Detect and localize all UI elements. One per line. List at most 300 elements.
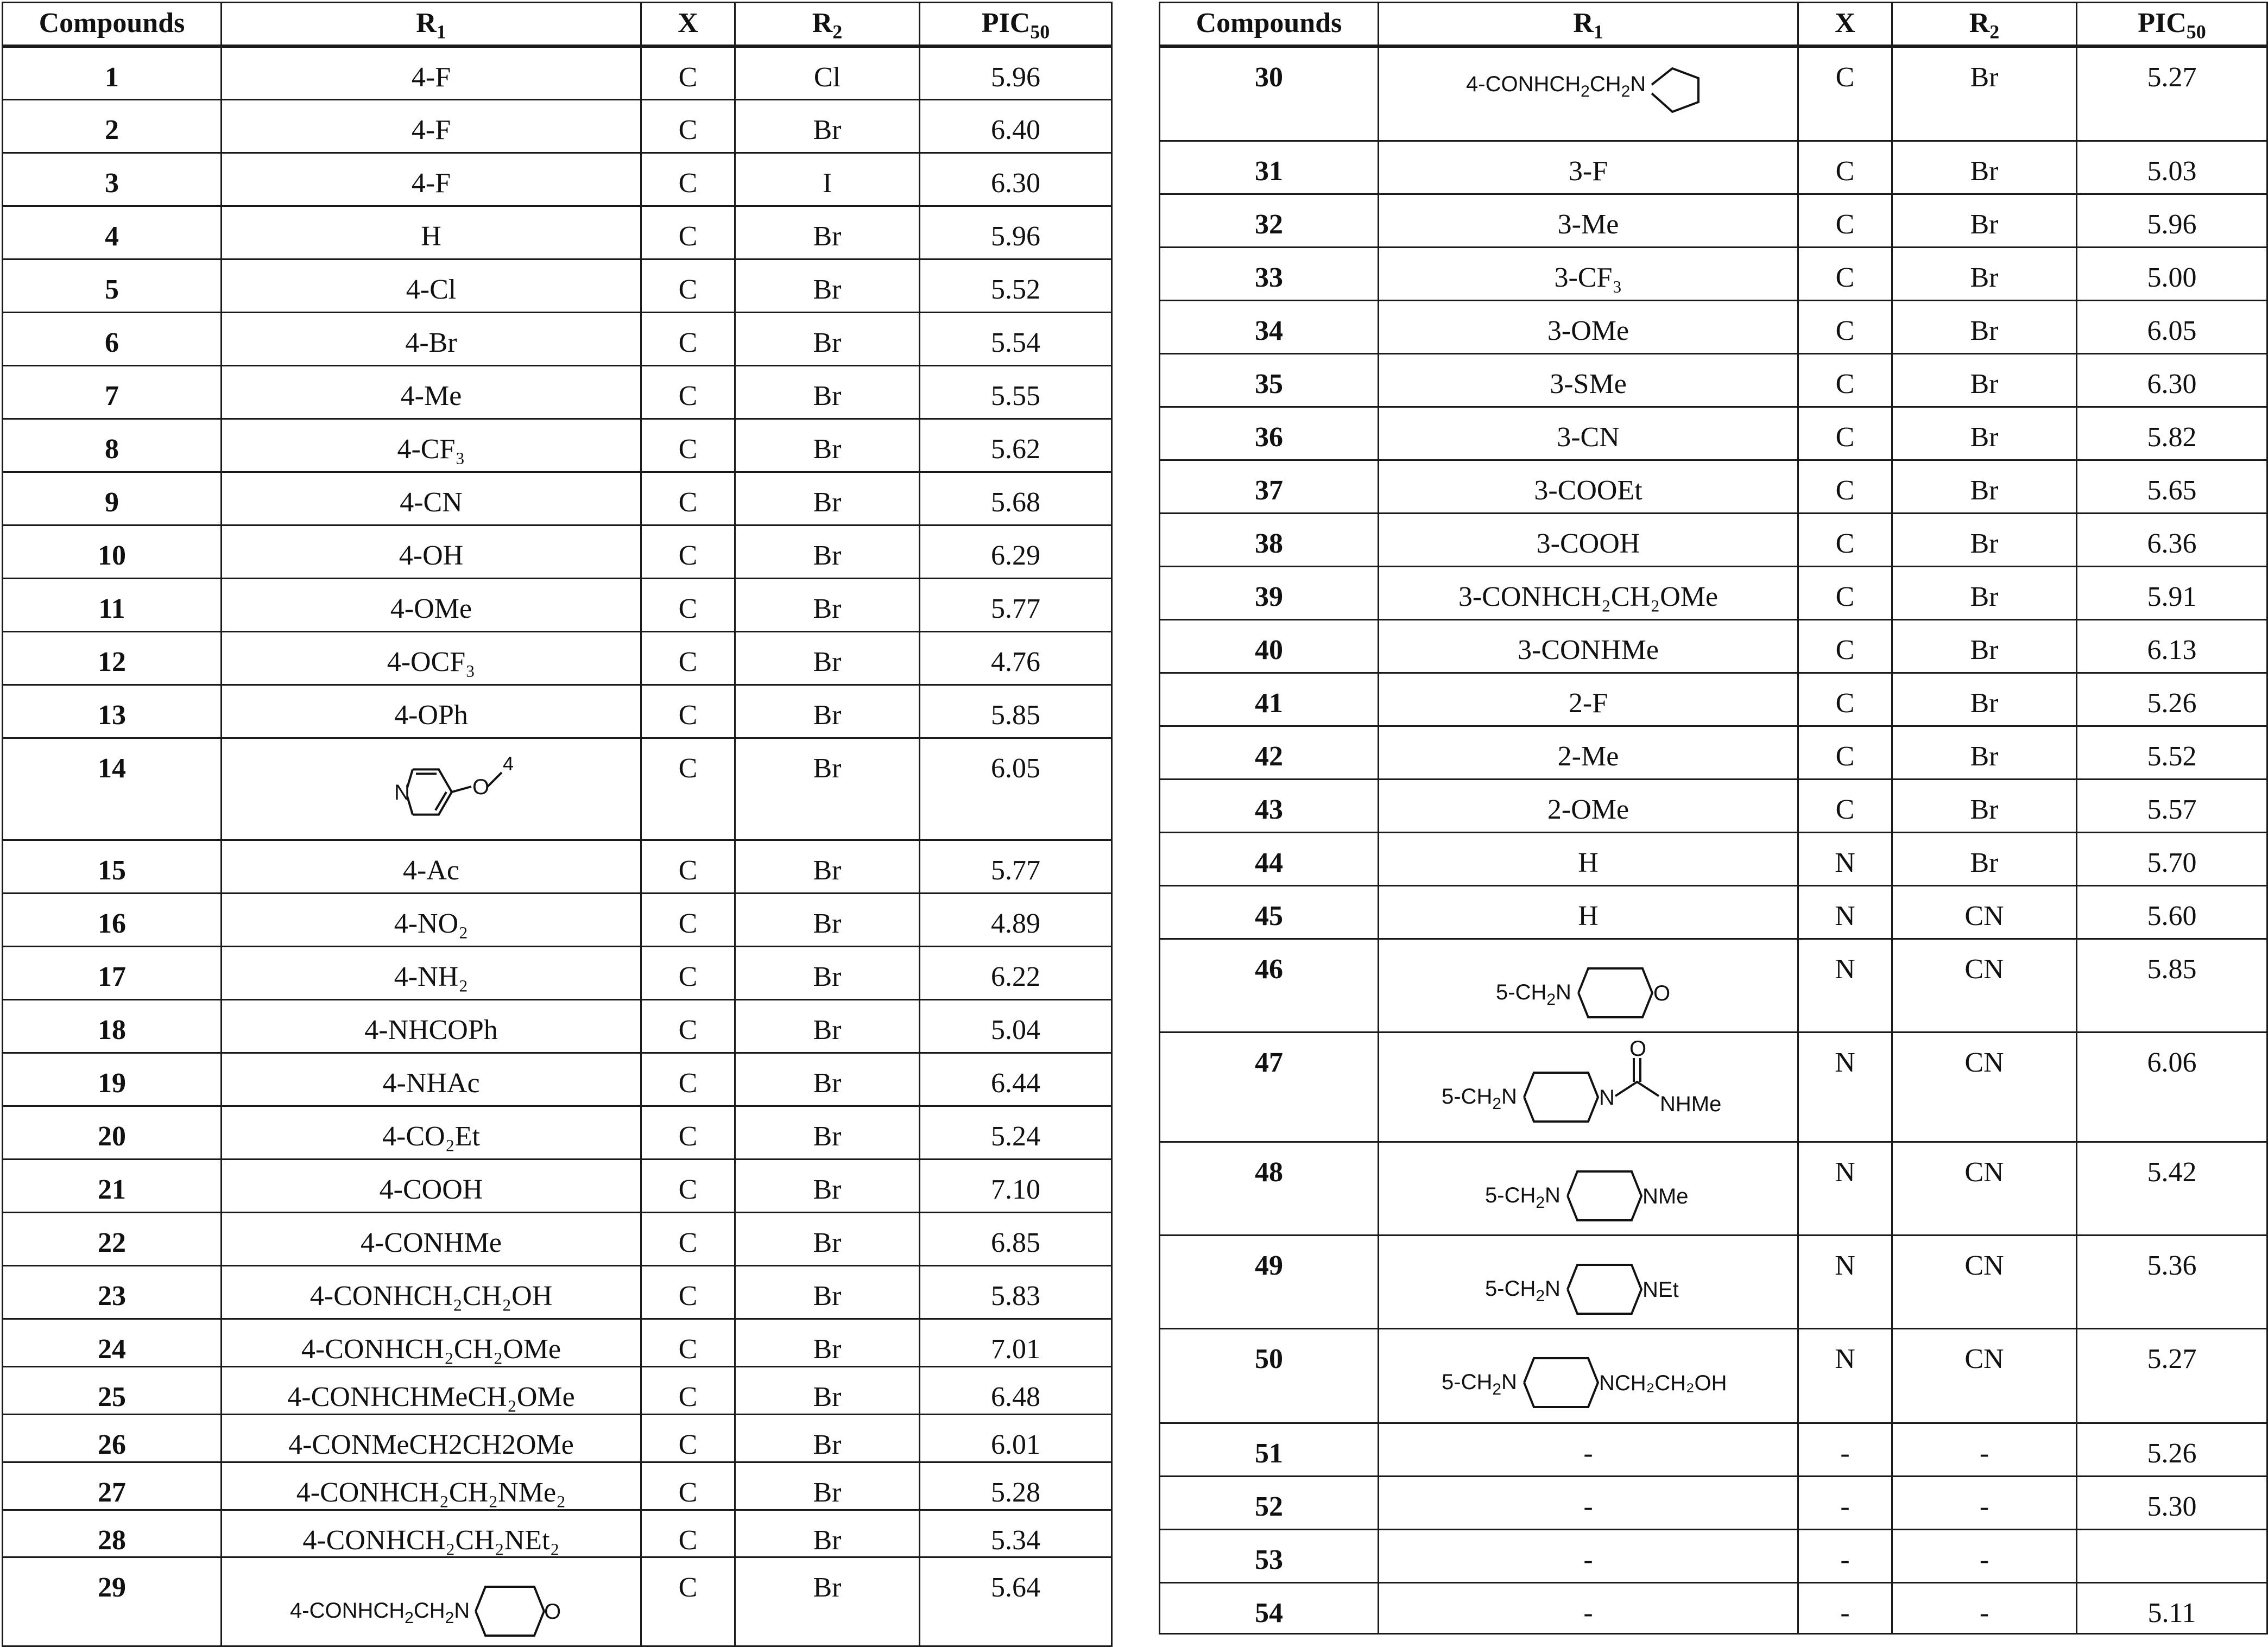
pic50-cell: 5.26 (2077, 673, 2267, 726)
compound-id-cell: 26 (3, 1414, 222, 1462)
r2-cell: Br (1892, 673, 2077, 726)
r1-cell: 4-F (222, 46, 641, 99)
r2-cell: Br (1892, 141, 2077, 194)
compound-id-cell: 22 (3, 1212, 222, 1265)
table-row (1160, 353, 2267, 407)
x-cell: C (1798, 673, 1892, 726)
r2-cell: Br (735, 206, 920, 259)
x-cell: C (641, 578, 735, 631)
structure-drawing-piperazine-hydroxyethyl (1436, 1339, 1740, 1410)
compound-id-cell: 10 (3, 525, 222, 578)
table-row (3, 738, 1112, 840)
x-cell: - (1798, 1529, 1892, 1582)
bond-line (413, 792, 452, 815)
r2-cell: Br (735, 1510, 920, 1557)
r1-cell (1379, 1328, 1798, 1423)
pic50-cell: 6.36 (2077, 513, 2267, 566)
r2-cell: Br (1892, 460, 2077, 513)
ether-oxygen-label: O (472, 775, 490, 799)
bond-line (1524, 1073, 1598, 1122)
x-cell: C (641, 999, 735, 1053)
r1-cell: 4-OMe (222, 578, 641, 631)
r1-cell: 4-CONHCH₂CH₂OMe (222, 1319, 641, 1366)
pic50-cell: 5.85 (920, 685, 1112, 738)
compound-id-cell: 19 (3, 1053, 222, 1106)
header-x: X (641, 3, 735, 47)
r1-cell: 3-CONHCH₂CH₂OMe (1379, 566, 1798, 619)
pic50-cell: 4.76 (920, 631, 1112, 685)
pic50-cell: 5.34 (920, 1510, 1112, 1557)
r2-cell: CN (1892, 1235, 2077, 1328)
x-cell: C (1798, 726, 1892, 779)
pic50-cell: 5.52 (920, 259, 1112, 312)
bond-line (476, 1587, 544, 1636)
compound-id-cell: 23 (3, 1265, 222, 1319)
compound-id-cell: 1 (3, 46, 222, 99)
r2-cell: Br (735, 578, 920, 631)
pic50-cell: 6.40 (920, 99, 1112, 153)
compound-id-cell: 51 (1160, 1423, 1379, 1476)
r1-cell: 4-NH₂ (222, 946, 641, 999)
bond-line (1568, 1265, 1641, 1314)
pic50-cell: 5.00 (2077, 247, 2267, 300)
compound-id-cell: 13 (3, 685, 222, 738)
r2-cell: Br (735, 999, 920, 1053)
header-row (1160, 3, 2267, 47)
r1-cell: - (1379, 1529, 1798, 1582)
table-row (3, 1366, 1112, 1414)
ch2-linker-label: $5-CH_2N$ (1485, 1276, 1561, 1305)
table-row (3, 1462, 1112, 1510)
pic50-cell: 5.77 (920, 840, 1112, 893)
header-r2: $R_2$ (1892, 3, 2077, 47)
x-cell: C (1798, 407, 1892, 460)
x-cell: C (1798, 460, 1892, 513)
compound-id-cell: 28 (3, 1510, 222, 1557)
header-pic50: $PIC_{50}$ (2077, 3, 2267, 47)
compound-id-cell: 2 (3, 99, 222, 153)
pic50-cell: 5.26 (2077, 1423, 2267, 1476)
pic50-cell: 5.28 (920, 1462, 1112, 1510)
x-cell: C (641, 419, 735, 472)
table-row (1160, 46, 2267, 141)
pic50-cell: 5.64 (920, 1557, 1112, 1646)
table-row (1160, 1476, 2267, 1529)
x-cell: N (1798, 832, 1892, 885)
r1-cell (1379, 1235, 1798, 1328)
morpholine-oxygen-label: O (1653, 981, 1671, 1005)
r1-cell: 4-CONMeCH2CH2OMe (222, 1414, 641, 1462)
pic50-cell (2077, 1529, 2267, 1582)
x-cell: C (1798, 247, 1892, 300)
x-cell: C (641, 365, 735, 419)
table-row (3, 46, 1112, 99)
r1-cell: 4-F (222, 99, 641, 153)
compound-id-cell: 21 (3, 1159, 222, 1212)
r2-cell: Br (1892, 513, 2077, 566)
r1-cell (1379, 46, 1798, 141)
pic50-cell: 5.70 (2077, 832, 2267, 885)
table-row (1160, 1032, 2267, 1142)
r1-cell: 4-CONHCH₂CH₂NEt₂ (222, 1510, 641, 1557)
compound-id-cell: 9 (3, 472, 222, 525)
ch2-linker-label: $5-CH_2N$ (1442, 1084, 1517, 1113)
r2-cell: Br (735, 365, 920, 419)
morpholine-oxygen-label: O (544, 1599, 561, 1624)
r1-cell: 4-CONHCHMeCH₂OMe (222, 1366, 641, 1414)
x-cell: C (1798, 619, 1892, 673)
compound-id-cell: 32 (1160, 194, 1379, 247)
r2-cell: Br (1892, 247, 2077, 300)
bond-line (435, 792, 446, 810)
pic50-cell: 5.85 (2077, 939, 2267, 1032)
r2-cell: Br (1892, 194, 2077, 247)
r2-cell: Br (1892, 566, 2077, 619)
bond-line (452, 787, 471, 792)
r1-cell: 4-CONHMe (222, 1212, 641, 1265)
structure-drawing-piperazine-me (1480, 1152, 1697, 1223)
r2-cell: Br (1892, 353, 2077, 407)
r2-cell: Br (735, 472, 920, 525)
table-row (3, 999, 1112, 1053)
pic50-cell: 5.83 (920, 1265, 1112, 1319)
header-r1: $R_1$ (1379, 3, 1798, 47)
table-row (3, 525, 1112, 578)
pic50-cell: 7.10 (920, 1159, 1112, 1212)
x-cell: C (641, 1053, 735, 1106)
x-cell: C (1798, 141, 1892, 194)
urea-tail-label: NHMe (1660, 1092, 1722, 1116)
compound-id-cell: 15 (3, 840, 222, 893)
x-cell: C (641, 1319, 735, 1366)
structure-drawing-morpholine-amide (285, 1568, 578, 1638)
r2-cell: CN (1892, 885, 2077, 939)
r2-cell: - (1892, 1529, 2077, 1582)
table-row (1160, 566, 2267, 619)
bond-line (1652, 68, 1698, 112)
table-row (1160, 513, 2267, 566)
x-cell: N (1798, 1142, 1892, 1235)
r1-cell: 4-CF₃ (222, 419, 641, 472)
table-row (1160, 619, 2267, 673)
r1-cell: H (1379, 885, 1798, 939)
r2-cell: CN (1892, 1328, 2077, 1423)
pic50-cell: 5.77 (920, 578, 1112, 631)
table-row (1160, 832, 2267, 885)
r1-cell: 2-Me (1379, 726, 1798, 779)
table-row (1160, 141, 2267, 194)
pic50-cell: 6.13 (2077, 619, 2267, 673)
table-row (1160, 407, 2267, 460)
r2-cell: Br (735, 738, 920, 840)
piperazine-nitrogen-label: N (1599, 1085, 1615, 1110)
table-row (3, 1319, 1112, 1366)
x-cell: C (1798, 46, 1892, 141)
structure-drawing-morpholinomethyl (1490, 949, 1686, 1020)
x-cell: C (641, 525, 735, 578)
pic50-cell: 5.52 (2077, 726, 2267, 779)
compound-id-cell: 7 (3, 365, 222, 419)
header-pic50: $PIC_{50}$ (920, 3, 1112, 47)
bond-line (1568, 1171, 1641, 1220)
pic50-cell: 5.91 (2077, 566, 2267, 619)
r1-cell: 3-Me (1379, 194, 1798, 247)
table-row (1160, 194, 2267, 247)
r2-cell: Br (735, 99, 920, 153)
table-row (3, 631, 1112, 685)
pic50-cell: 5.27 (2077, 1328, 2267, 1423)
pic50-cell: 5.65 (2077, 460, 2267, 513)
x-cell: C (641, 99, 735, 153)
compound-id-cell: 18 (3, 999, 222, 1053)
r1-cell: 4-OCF₃ (222, 631, 641, 685)
x-cell: N (1798, 1328, 1892, 1423)
r2-cell: Br (735, 946, 920, 999)
r2-cell: Br (735, 1557, 920, 1646)
piperazine-substituent-label: NEt (1642, 1277, 1679, 1302)
x-cell: C (641, 1159, 735, 1212)
r1-cell: 3-OMe (1379, 300, 1798, 353)
r2-cell: Br (735, 1265, 920, 1319)
compound-id-cell: 37 (1160, 460, 1379, 513)
table-row (3, 419, 1112, 472)
compound-id-cell: 50 (1160, 1328, 1379, 1423)
x-cell: C (1798, 353, 1892, 407)
x-cell: C (641, 472, 735, 525)
x-cell: - (1798, 1476, 1892, 1529)
r1-cell: 3-COOEt (1379, 460, 1798, 513)
x-cell: C (1798, 300, 1892, 353)
r1-cell (1379, 1142, 1798, 1235)
structure-drawing-pyridyloxy (352, 749, 514, 825)
compound-id-cell: 53 (1160, 1529, 1379, 1582)
x-cell: C (1798, 566, 1892, 619)
r2-cell: Br (1892, 619, 2077, 673)
table-row (1160, 1235, 2267, 1328)
compound-id-cell: 48 (1160, 1142, 1379, 1235)
table-row (3, 1106, 1112, 1159)
x-cell: C (641, 153, 735, 206)
table-row (1160, 1423, 2267, 1476)
compound-id-cell: 20 (3, 1106, 222, 1159)
compound-id-cell: 27 (3, 1462, 222, 1510)
x-cell: C (641, 1106, 735, 1159)
r1-cell: 3-SMe (1379, 353, 1798, 407)
table-row (3, 472, 1112, 525)
pic50-cell: 5.96 (920, 206, 1112, 259)
pic50-cell: 5.68 (920, 472, 1112, 525)
r2-cell: Br (735, 1212, 920, 1265)
pic50-cell: 6.29 (920, 525, 1112, 578)
table-row (1160, 1529, 2267, 1582)
r1-cell: 4-Cl (222, 259, 641, 312)
pic50-cell: 6.85 (920, 1212, 1112, 1265)
r2-cell: - (1892, 1582, 2077, 1633)
r1-cell: - (1379, 1582, 1798, 1633)
r2-cell: Br (735, 1462, 920, 1510)
r2-cell: CN (1892, 1032, 2077, 1142)
compound-id-cell: 16 (3, 893, 222, 946)
x-cell: C (641, 738, 735, 840)
r1-cell: 4-CONHCH₂CH₂OH (222, 1265, 641, 1319)
compound-id-cell: 3 (3, 153, 222, 206)
table-row (1160, 300, 2267, 353)
r1-cell: 3-F (1379, 141, 1798, 194)
position-label: 4 (503, 752, 514, 775)
ch2-linker-label: $5-CH_2N$ (1442, 1370, 1517, 1398)
x-cell: N (1798, 1032, 1892, 1142)
compound-id-cell: 45 (1160, 885, 1379, 939)
r2-cell: Br (735, 1366, 920, 1414)
table-row (1160, 885, 2267, 939)
x-cell: N (1798, 1235, 1892, 1328)
table-row (1160, 939, 2267, 1032)
r2-cell: Br (735, 419, 920, 472)
r2-cell: - (1892, 1423, 2077, 1476)
compound-id-cell: 39 (1160, 566, 1379, 619)
pic50-cell: 6.22 (920, 946, 1112, 999)
x-cell: C (1798, 513, 1892, 566)
pic50-cell: 6.44 (920, 1053, 1112, 1106)
bond-line (1524, 1358, 1598, 1407)
pyridine-nitrogen-label: N (394, 780, 410, 805)
compound-id-cell: 34 (1160, 300, 1379, 353)
x-cell: C (641, 893, 735, 946)
compound-id-cell: 47 (1160, 1032, 1379, 1142)
r1-cell: 4-CN (222, 472, 641, 525)
table-row (3, 365, 1112, 419)
r1-cell: 2-F (1379, 673, 1798, 726)
x-cell: - (1798, 1423, 1892, 1476)
r2-cell: Br (735, 525, 920, 578)
r2-cell: Br (735, 1319, 920, 1366)
table-row (3, 685, 1112, 738)
table-row (3, 1510, 1112, 1557)
table-row (3, 1557, 1112, 1646)
x-cell: C (641, 312, 735, 365)
table-row (1160, 726, 2267, 779)
r1-cell: 4-NO₂ (222, 893, 641, 946)
x-cell: C (1798, 194, 1892, 247)
x-cell: C (641, 1414, 735, 1462)
compound-id-cell: 8 (3, 419, 222, 472)
table-row (3, 1414, 1112, 1462)
compound-id-cell: 42 (1160, 726, 1379, 779)
pic50-cell: 5.60 (2077, 885, 2267, 939)
r1-cell (1379, 1032, 1798, 1142)
r1-cell: 4-OPh (222, 685, 641, 738)
header-r1: $R_1$ (222, 3, 641, 47)
pic50-cell: 6.05 (2077, 300, 2267, 353)
r2-cell: Br (735, 840, 920, 893)
r2-cell: Br (1892, 46, 2077, 141)
table-row (1160, 673, 2267, 726)
x-cell: C (641, 840, 735, 893)
x-cell: C (641, 946, 735, 999)
r1-cell: 4-COOH (222, 1159, 641, 1212)
pic50-cell: 6.05 (920, 738, 1112, 840)
piperazine-substituent-label: NMe (1642, 1184, 1689, 1208)
r1-cell (222, 1557, 641, 1646)
table-row (3, 1212, 1112, 1265)
r2-cell: I (735, 153, 920, 206)
header-compounds: Compounds (1160, 3, 1379, 47)
x-cell: C (641, 206, 735, 259)
pic50-cell: 5.11 (2077, 1582, 2267, 1633)
x-cell: C (641, 631, 735, 685)
header-r2: $R_2$ (735, 3, 920, 47)
r1-cell: 3-CONHMe (1379, 619, 1798, 673)
compound-id-cell: 11 (3, 578, 222, 631)
table-row (3, 578, 1112, 631)
r2-cell: Br (1892, 779, 2077, 832)
table-row (1160, 247, 2267, 300)
x-cell: C (1798, 779, 1892, 832)
x-cell: C (641, 1462, 735, 1510)
bond-line (488, 772, 502, 787)
table-row (3, 893, 1112, 946)
x-cell: C (641, 1212, 735, 1265)
compound-id-cell: 30 (1160, 46, 1379, 141)
table-row (1160, 460, 2267, 513)
r2-cell: Br (735, 893, 920, 946)
compound-id-cell: 54 (1160, 1582, 1379, 1633)
table-row (1160, 779, 2267, 832)
r2-cell: Br (735, 259, 920, 312)
x-cell: - (1798, 1582, 1892, 1633)
x-cell: C (641, 1265, 735, 1319)
r2-cell: Br (1892, 832, 2077, 885)
r1-cell: 4-CONHCH₂CH₂NMe₂ (222, 1462, 641, 1510)
r1-cell: 3-CN (1379, 407, 1798, 460)
ch2-linker-label: $4-CONHCH_2CH_2N$ (1466, 72, 1646, 100)
r2-cell: CN (1892, 939, 2077, 1032)
r2-cell: CN (1892, 1142, 2077, 1235)
compound-id-cell: 12 (3, 631, 222, 685)
x-cell: C (641, 46, 735, 99)
r1-cell (222, 738, 641, 840)
r2-cell: Br (1892, 300, 2077, 353)
r2-cell: Br (1892, 407, 2077, 460)
table-row (3, 153, 1112, 206)
r1-cell: 4-Ac (222, 840, 641, 893)
r1-cell: 4-NHAc (222, 1053, 641, 1106)
x-cell: C (641, 1510, 735, 1557)
table-row (1160, 1328, 2267, 1423)
compound-id-cell: 44 (1160, 832, 1379, 885)
pic50-cell: 5.57 (2077, 779, 2267, 832)
pic50-cell: 4.89 (920, 893, 1112, 946)
compound-table-left (2, 2, 1113, 1647)
pic50-cell: 7.01 (920, 1319, 1112, 1366)
compound-id-cell: 5 (3, 259, 222, 312)
r1-cell: 4-Br (222, 312, 641, 365)
compound-id-cell: 6 (3, 312, 222, 365)
compound-id-cell: 35 (1160, 353, 1379, 407)
compound-id-cell: 4 (3, 206, 222, 259)
pic50-cell: 6.48 (920, 1366, 1112, 1414)
table-row (1160, 1142, 2267, 1235)
r2-cell: Cl (735, 46, 920, 99)
structure-drawing-piperazine-urea (1436, 1036, 1740, 1124)
table-row (3, 840, 1112, 893)
bond-line (1615, 1082, 1659, 1096)
pic50-cell: 5.54 (920, 312, 1112, 365)
x-cell: C (641, 685, 735, 738)
table-row (1160, 1582, 2267, 1633)
compound-id-cell: 31 (1160, 141, 1379, 194)
r2-cell: Br (735, 1159, 920, 1212)
